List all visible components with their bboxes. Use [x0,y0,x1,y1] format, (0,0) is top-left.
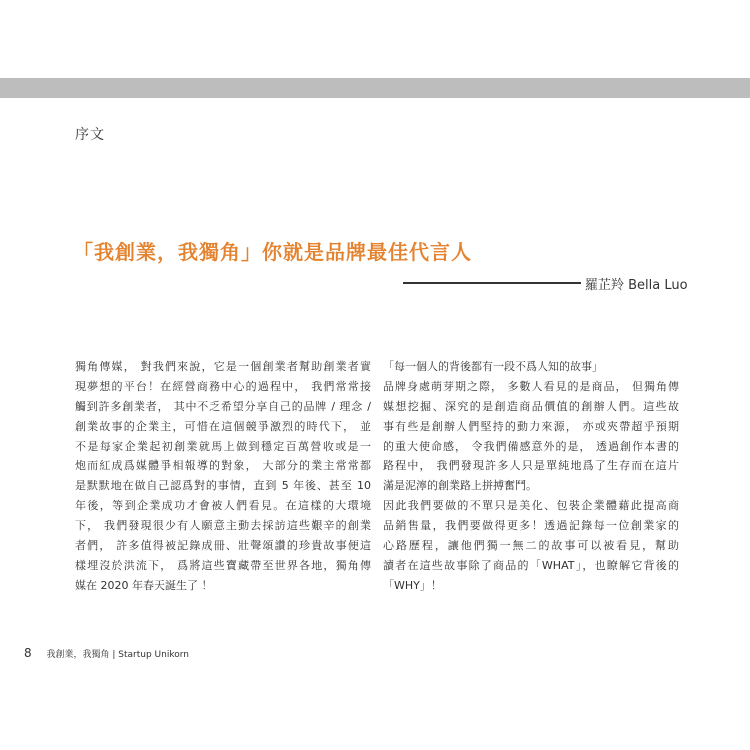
page-footer [24,646,189,660]
body-line: 者們， 許多值得被記錄成冊、壯聲頌讚的珍貴故事便這 [75,539,371,553]
author-byline: 羅芷羚 Bella Luo [585,278,688,293]
page-number: 8 [24,646,32,660]
body-line: 媒在 2020 年春天誕生了 ！ [75,578,213,592]
running-title: 我創業，我獨角 | Startup Unikorn [46,650,189,660]
body-line: 炮而紅成爲媒體爭相報導的對象， 大部分的業主常常都 [75,459,371,473]
body-line: 「每一個人的背後都有一段不爲人知的故事」 [383,360,603,373]
body-line: 心路歷程，讓他們獨一無二的故事可以被看見，幫助 [383,539,679,553]
body-left-column [75,357,371,596]
body-line: 事有些是創辦人們堅持的動力來源， 亦或夾帶超乎預期 [383,419,679,433]
body-line: 因此我們要做的不單只是美化、包裝企業體藉此提高商 [383,499,679,513]
body-line: 讀者在這些故事除了商品的「WHAT」，也瞭解它背後的 [383,558,679,572]
body-line: 是默默地在做自己認爲對的事情，直到 5 年後、甚至 10 [75,479,371,493]
body-right-column [383,357,679,596]
body-line: 品銷售量，我們要做得更多！透過記錄每一位創業家的 [383,519,679,533]
body-line: 樣埋沒於洪流下， 爲將這些寶藏帶至世界各地，獨角傳 [75,558,371,572]
body-line: 「WHY」！ [383,578,442,592]
body-line: 現夢想的平台！在經營商務中心的過程中， 我們常常接 [75,379,371,393]
body-line: 路程中， 我們發現許多人只是單純地爲了生存而在這片 [383,459,679,473]
body-line: 的重大使命感， 令我們備感意外的是， 透過創作本書的 [383,439,679,453]
body-line: 年後，等到企業成功才會被人們看見。在這樣的大環境 [75,499,371,513]
body-line: 下， 我們發現很少有人願意主動去採訪這些艱辛的創業 [75,519,371,533]
byline-rule [403,282,581,284]
body-line: 媒想挖掘、深究的是創造商品價值的創辦人們。這些故 [383,399,679,413]
body-line: 品牌身處萌芽期之際， 多數人看見的是商品， 但獨角傳 [383,379,679,393]
top-gray-band [0,78,750,98]
article-headline: 「我創業，我獨角」你就是品牌最佳代言人 [73,240,472,264]
body-line: 滿是泥濘的創業路上拼搏奮鬥。 [383,479,537,493]
body-line: 獨角傳媒， 對我們來說，它是一個創業者幫助創業者實 [75,360,371,373]
body-line: 創業故事的企業主，可惜在這個競爭激烈的時代下， 並 [75,419,371,433]
body-line: 不是每家企業起初創業就馬上做到穩定百萬營收或是一 [75,439,371,453]
section-label: 序文 [75,127,105,143]
body-line: 觸到許多創業者， 其中不乏希望分享自己的品牌 / 理念 / [75,399,371,413]
